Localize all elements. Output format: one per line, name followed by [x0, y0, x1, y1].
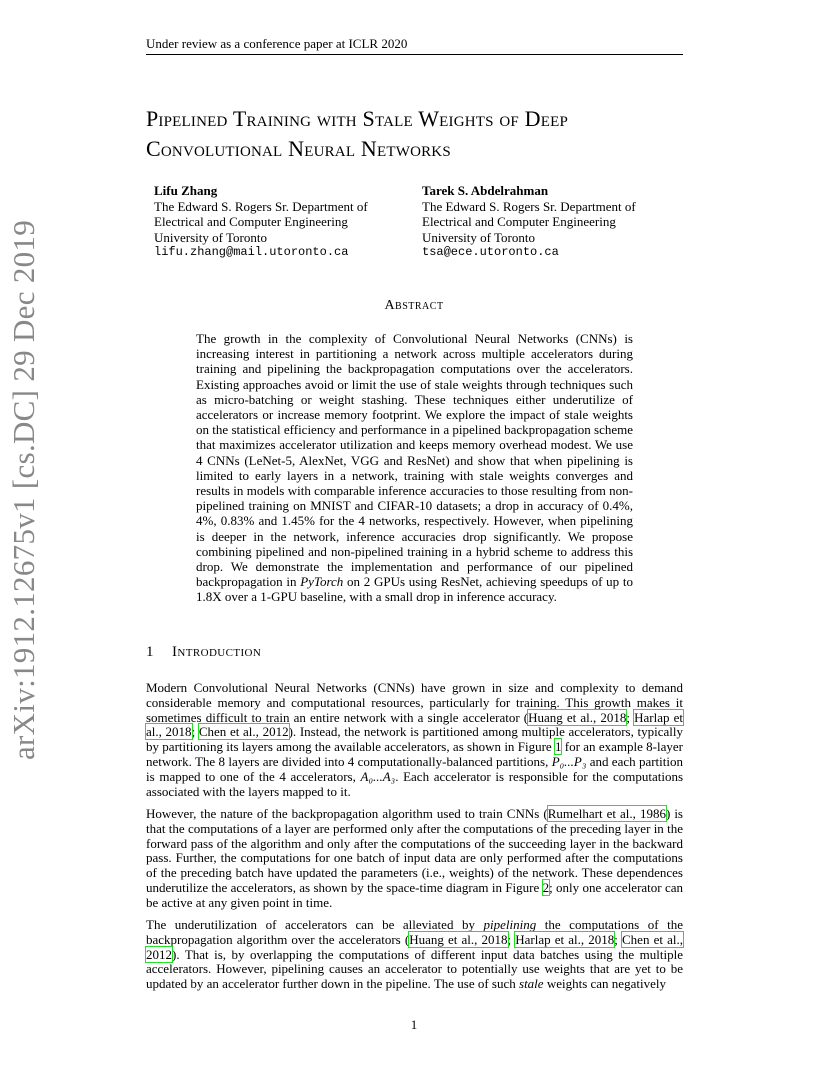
running-header: Under review as a conference paper at ICLR 2020 — [146, 36, 408, 51]
intro-paragraph-1 — [146, 681, 683, 799]
author-block-1 — [154, 183, 368, 261]
abstract-text — [196, 331, 633, 605]
title-line-2: Convolutional Neural Networks — [146, 136, 451, 161]
abstract-text-part: The growth in the complexity of Convolutional Neural Networks (CNNs) is increasing interest in partitioning a network across multiple accelerators during training and pipelining the backpropagation computations over the accelerators. Existing approaches avoid or limit the use of stale weights through techniques such as micro-batching or weight stashing. These techniques either underutilize of accelerators or increase memory footprint. We explore the impact of stale weights on the statistical efficiency and performance in a pipelined backpropagation scheme that maximizes accelerator utilization and keeps memory overhead modest. We use 4 CNNs (LeNet-5, AlexNet, VGG and ResNet) and show that when pipelining is limited to early layers in a network, training with stale weights converges and results in models with comparable inference accuracies to those resulting from non-pipelined training on MNIST and CIFAR-10 datasets; a drop in accuracy of 0.4%, 4%, 0.83% and 1.45% for the 4 networks, respectively. However, when pipelining is deeper in the network, inference accuracies drop significantly. We propose combining pipelined and non-pipelined training in a hybrid scheme to address this drop. We demonstrate the implementation and performance of our pipelined backpropagation in — [196, 331, 633, 590]
header-rule — [146, 54, 683, 55]
paper-title — [146, 104, 706, 164]
title-line-1: Pipelined Training with Stale Weights of Deep — [146, 106, 569, 131]
paragraph-text: ; — [507, 931, 516, 947]
paragraph-text: ; — [626, 709, 635, 725]
citation-link[interactable]: Chen et al., 2012 — [146, 931, 683, 962]
intro-paragraph-3 — [146, 918, 683, 992]
abstract-emphasis: PyTorch — [300, 574, 344, 590]
paragraph-text: ; only one accelerator can be active at any given point in time. — [146, 879, 683, 910]
author-email[interactable]: tsa@ece.utoronto.ca — [422, 245, 559, 259]
paragraph-text: ; — [191, 724, 199, 740]
arxiv-side-identifier: arXiv:1912.12675v1 [cs.DC] 29 Dec 2019 — [6, 219, 41, 760]
section-title: Introduction — [172, 644, 262, 660]
citation-link[interactable]: Harlap et al., 2018 — [146, 709, 683, 740]
paragraph-text: ). Instead, the network is partitioned among multiple accelerators, typically by partitioning its layers among the available accelerators, as shown in Figure — [146, 724, 683, 755]
paragraph-text: ) is that the computations of a layer are performed only after the computations of the preceding layer in the forward pass of the algorithm and only after the computations of the succeeding layer in the backward pass. Further, the computations for one batch of input data are only performed after the computations of the preceding batch have updated the parameters (i.e., weights) of the network. These dependences underutilize the accelerators, as shown by the space-time diagram in Figure — [146, 806, 683, 895]
author-department: The Edward S. Rogers Sr. Department of — [422, 198, 636, 214]
paragraph-text: ). That is, by overlapping the computations of different input data batches using the multiple accelerators. However, pipelining causes an accelerator to potentially use weights that are yet to be updated by an accelerator further down in the pipeline. The use of such — [146, 946, 683, 992]
citation-link[interactable]: Harlap et al., 2018 — [515, 931, 615, 947]
figure-reference-link[interactable]: 2 — [542, 879, 550, 895]
paragraph-text: However, the nature of the backpropagation algorithm used to train CNNs ( — [146, 806, 548, 821]
emphasis-text: stale — [519, 976, 544, 992]
author-name: Tarek S. Abdelrahman — [422, 183, 549, 198]
author-department: The Edward S. Rogers Sr. Department of — [154, 198, 368, 214]
paragraph-text: Modern Convolutional Neural Networks (CNNs) have grown in size and complexity to demand considerable memory and computational resources, particularly for training. This growth makes it sometimes difficult to train an entire network with a single accelerator ( — [146, 680, 683, 725]
author-block-2 — [422, 183, 636, 261]
section-number: 1 — [146, 644, 154, 660]
math-expression: A₀...A₃ — [360, 768, 396, 784]
citation-link[interactable]: Rumelhart et al., 1986 — [547, 806, 666, 821]
citation-link[interactable]: Chen et al., 2012 — [198, 724, 289, 740]
author-name: Lifu Zhang — [154, 183, 218, 198]
section-heading — [146, 644, 261, 661]
paragraph-text: . Each accelerator is responsible for the computations associated with the layers mapped to it. — [146, 768, 684, 799]
citation-link[interactable]: Huang et al., 2018 — [528, 709, 627, 725]
author-university: University of Toronto — [422, 229, 535, 245]
author-university: University of Toronto — [154, 229, 267, 245]
math-expression: P₀...P₃ — [551, 753, 587, 769]
author-department: Electrical and Computer Engineering — [422, 214, 616, 229]
paragraph-text: for an example 8-layer network. The 8 layers are divided into 4 computationally-balanced partitions, — [146, 739, 683, 769]
paragraph-text: the computations of the backpropagation algorithm over the accelerators ( — [146, 917, 684, 947]
abstract-heading: Abstract — [384, 298, 444, 313]
author-email[interactable]: lifu.zhang@mail.utoronto.ca — [154, 245, 349, 259]
figure-reference-link[interactable]: 1 — [554, 739, 562, 755]
page-number: 1 — [410, 1017, 418, 1032]
paragraph-text: and each partition is mapped to one of the 4 accelerators, — [146, 753, 683, 784]
paragraph-text: The underutilization of accelerators can be alleviated by — [146, 917, 484, 932]
paragraph-text: weights can negatively — [543, 976, 666, 992]
paragraph-text: ; — [614, 931, 623, 947]
intro-paragraph-2 — [146, 807, 683, 911]
abstract-text-part: on 2 GPUs using ResNet, achieving speedups of up to 1.8X over a 1-GPU baseline, with a small drop in inference accuracy. — [196, 574, 633, 605]
citation-link[interactable]: Huang et al., 2018 — [409, 931, 508, 947]
author-department: Electrical and Computer Engineering — [154, 214, 348, 229]
emphasis-text: pipelining — [483, 917, 537, 932]
